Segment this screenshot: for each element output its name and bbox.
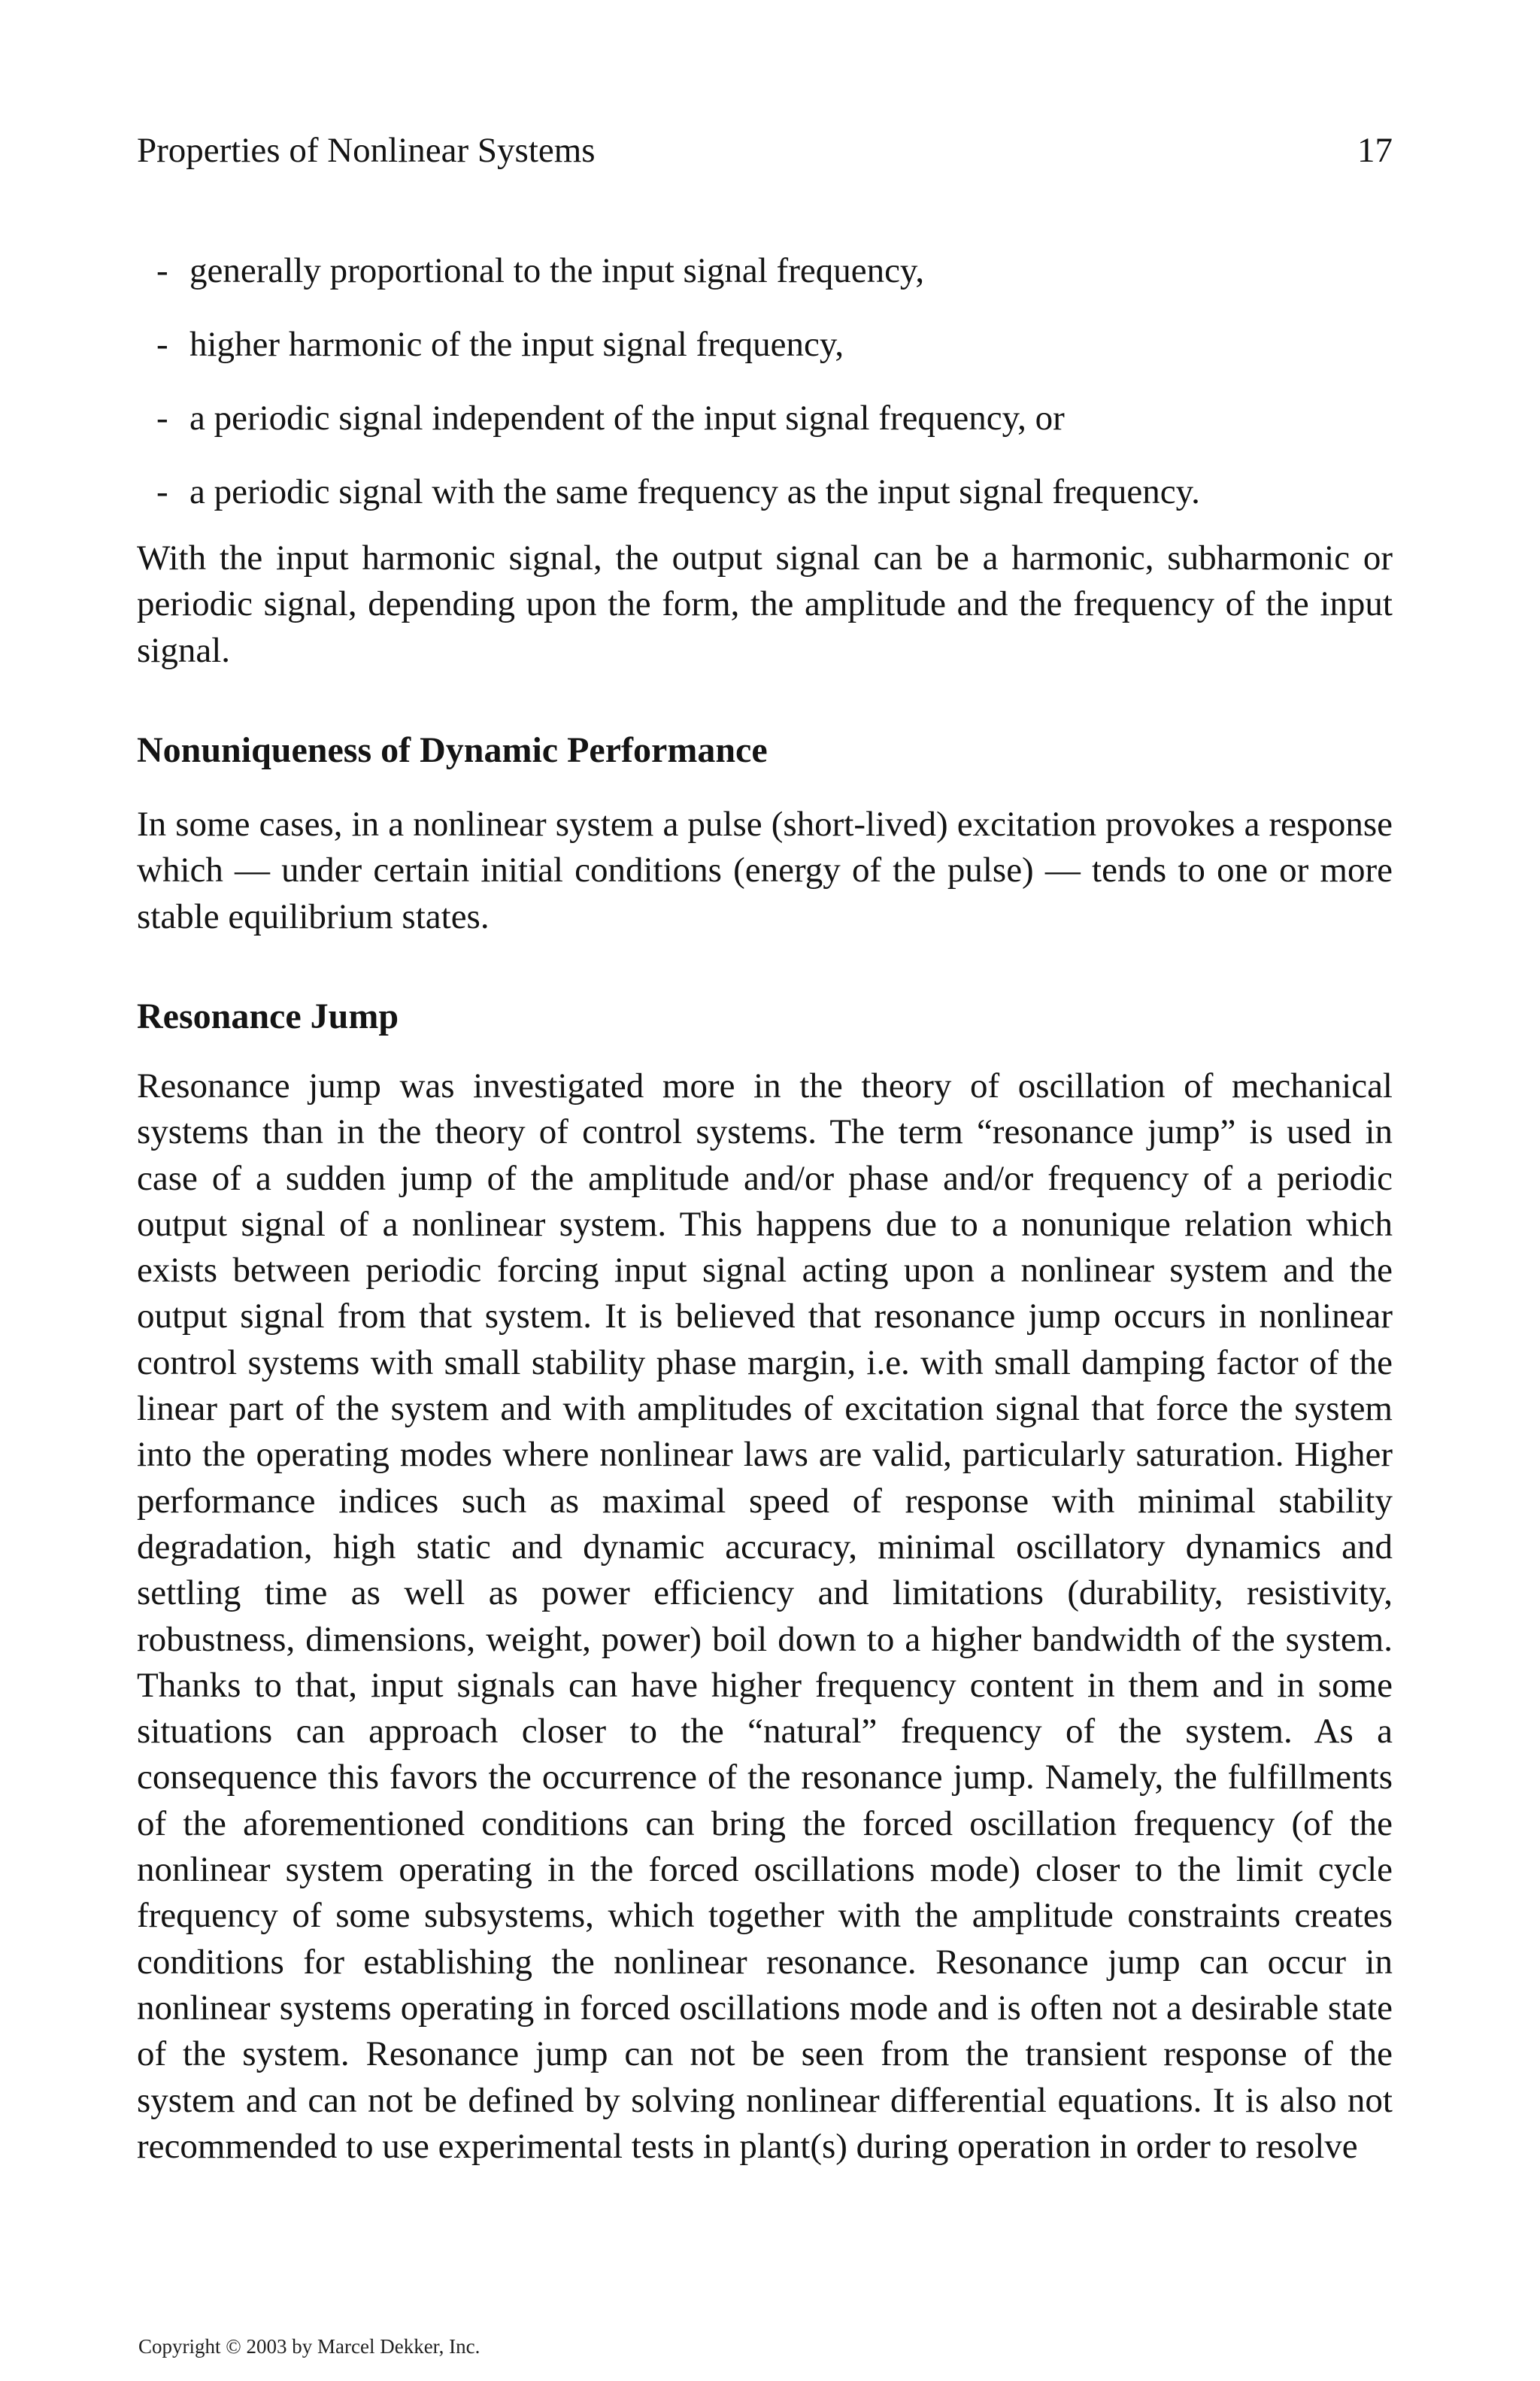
list-item-text: a periodic signal independent of the input signal frequency, or [189, 399, 1065, 438]
list-item-text: higher harmonic of the input signal frequency, [189, 325, 844, 364]
section-heading-nonuniqueness: Nonuniqueness of Dynamic Performance [137, 730, 768, 770]
running-header [137, 126, 1393, 174]
bullet-marker: - [156, 325, 168, 364]
list-item [156, 468, 1390, 541]
nonuniqueness-paragraph: In some cases, in a nonlinear system a pulse (short-lived) excitation provokes a response which — under certain initial conditions (energy of the pulse) — tends to one or more stable equilibrium states. [137, 805, 1393, 936]
list-item-text: generally proportional to the input signal frequency, [189, 251, 925, 290]
bullet-marker: - [156, 251, 168, 290]
resonance-jump-paragraph: Resonance jump was investigated more in the theory of oscillation of mechanical systems than in the theory of control systems. The term “resonance jump” is used in case of a sudden jump of the amplitude and/or phase and/or frequency of a periodic output signal of a nonlinear system. This happens due to a nonunique relation which exists between periodic forcing input signal acting upon a nonlinear system and the output signal from that system. It is believed that resonance jump occurs in nonlinear control systems with small stability phase margin, i.e. with small damping factor of the linear part of the system and with amplitudes of excitation signal that force the system into the operating modes where nonlinear laws are valid, particularly saturation. Higher performance indices such as maximal speed of response with minimal stability degradation, high static and dynamic accuracy, minimal oscillatory dynamics and settling time as well as power efficiency and limitations (durability, resistivity, robustness, dimensions, weight, power) boil down to a higher bandwidth of the system. Thanks to that, input signals can have higher frequency content in them and in some situations can approach closer to the “natural” frequency of the system. As a consequence this favors the occurrence of the resonance jump. Namely, the fulfillments of the aforementioned conditions can bring the forced oscillation frequency (of the nonlinear system operating in the forced oscillations mode) closer to the limit cycle frequency of some subsystems, which together with the amplitude constraints creates conditions for establishing the nonlinear resonance. Resonance jump can occur in nonlinear systems operating in forced oscillations mode and is often not a desirable state of the system. Resonance jump can not be seen from the transient response of the system and can not be defined by solving nonlinear differential equations. It is also not recommended to use experimental tests in plant(s) during operation in order to resolve [137, 1066, 1393, 2166]
list-item [156, 247, 1390, 320]
copyright-footer: Copyright © 2003 by Marcel Dekker, Inc. [138, 2335, 480, 2358]
list-item-text: a periodic signal with the same frequency as the input signal frequency. [189, 472, 1200, 511]
intro-paragraph: With the input harmonic signal, the output signal can be a harmonic, subharmonic or periodic signal, depending upon the form, the amplitude and the frequency of the input signal. [137, 538, 1393, 670]
section-heading-resonance-jump: Resonance Jump [137, 996, 399, 1036]
page-number: 17 [1357, 131, 1393, 170]
bullet-marker: - [156, 472, 168, 511]
bullet-list [156, 247, 1390, 541]
list-item [156, 394, 1390, 468]
list-item [156, 320, 1390, 394]
bullet-marker: - [156, 399, 168, 438]
running-title: Properties of Nonlinear Systems [137, 131, 596, 170]
